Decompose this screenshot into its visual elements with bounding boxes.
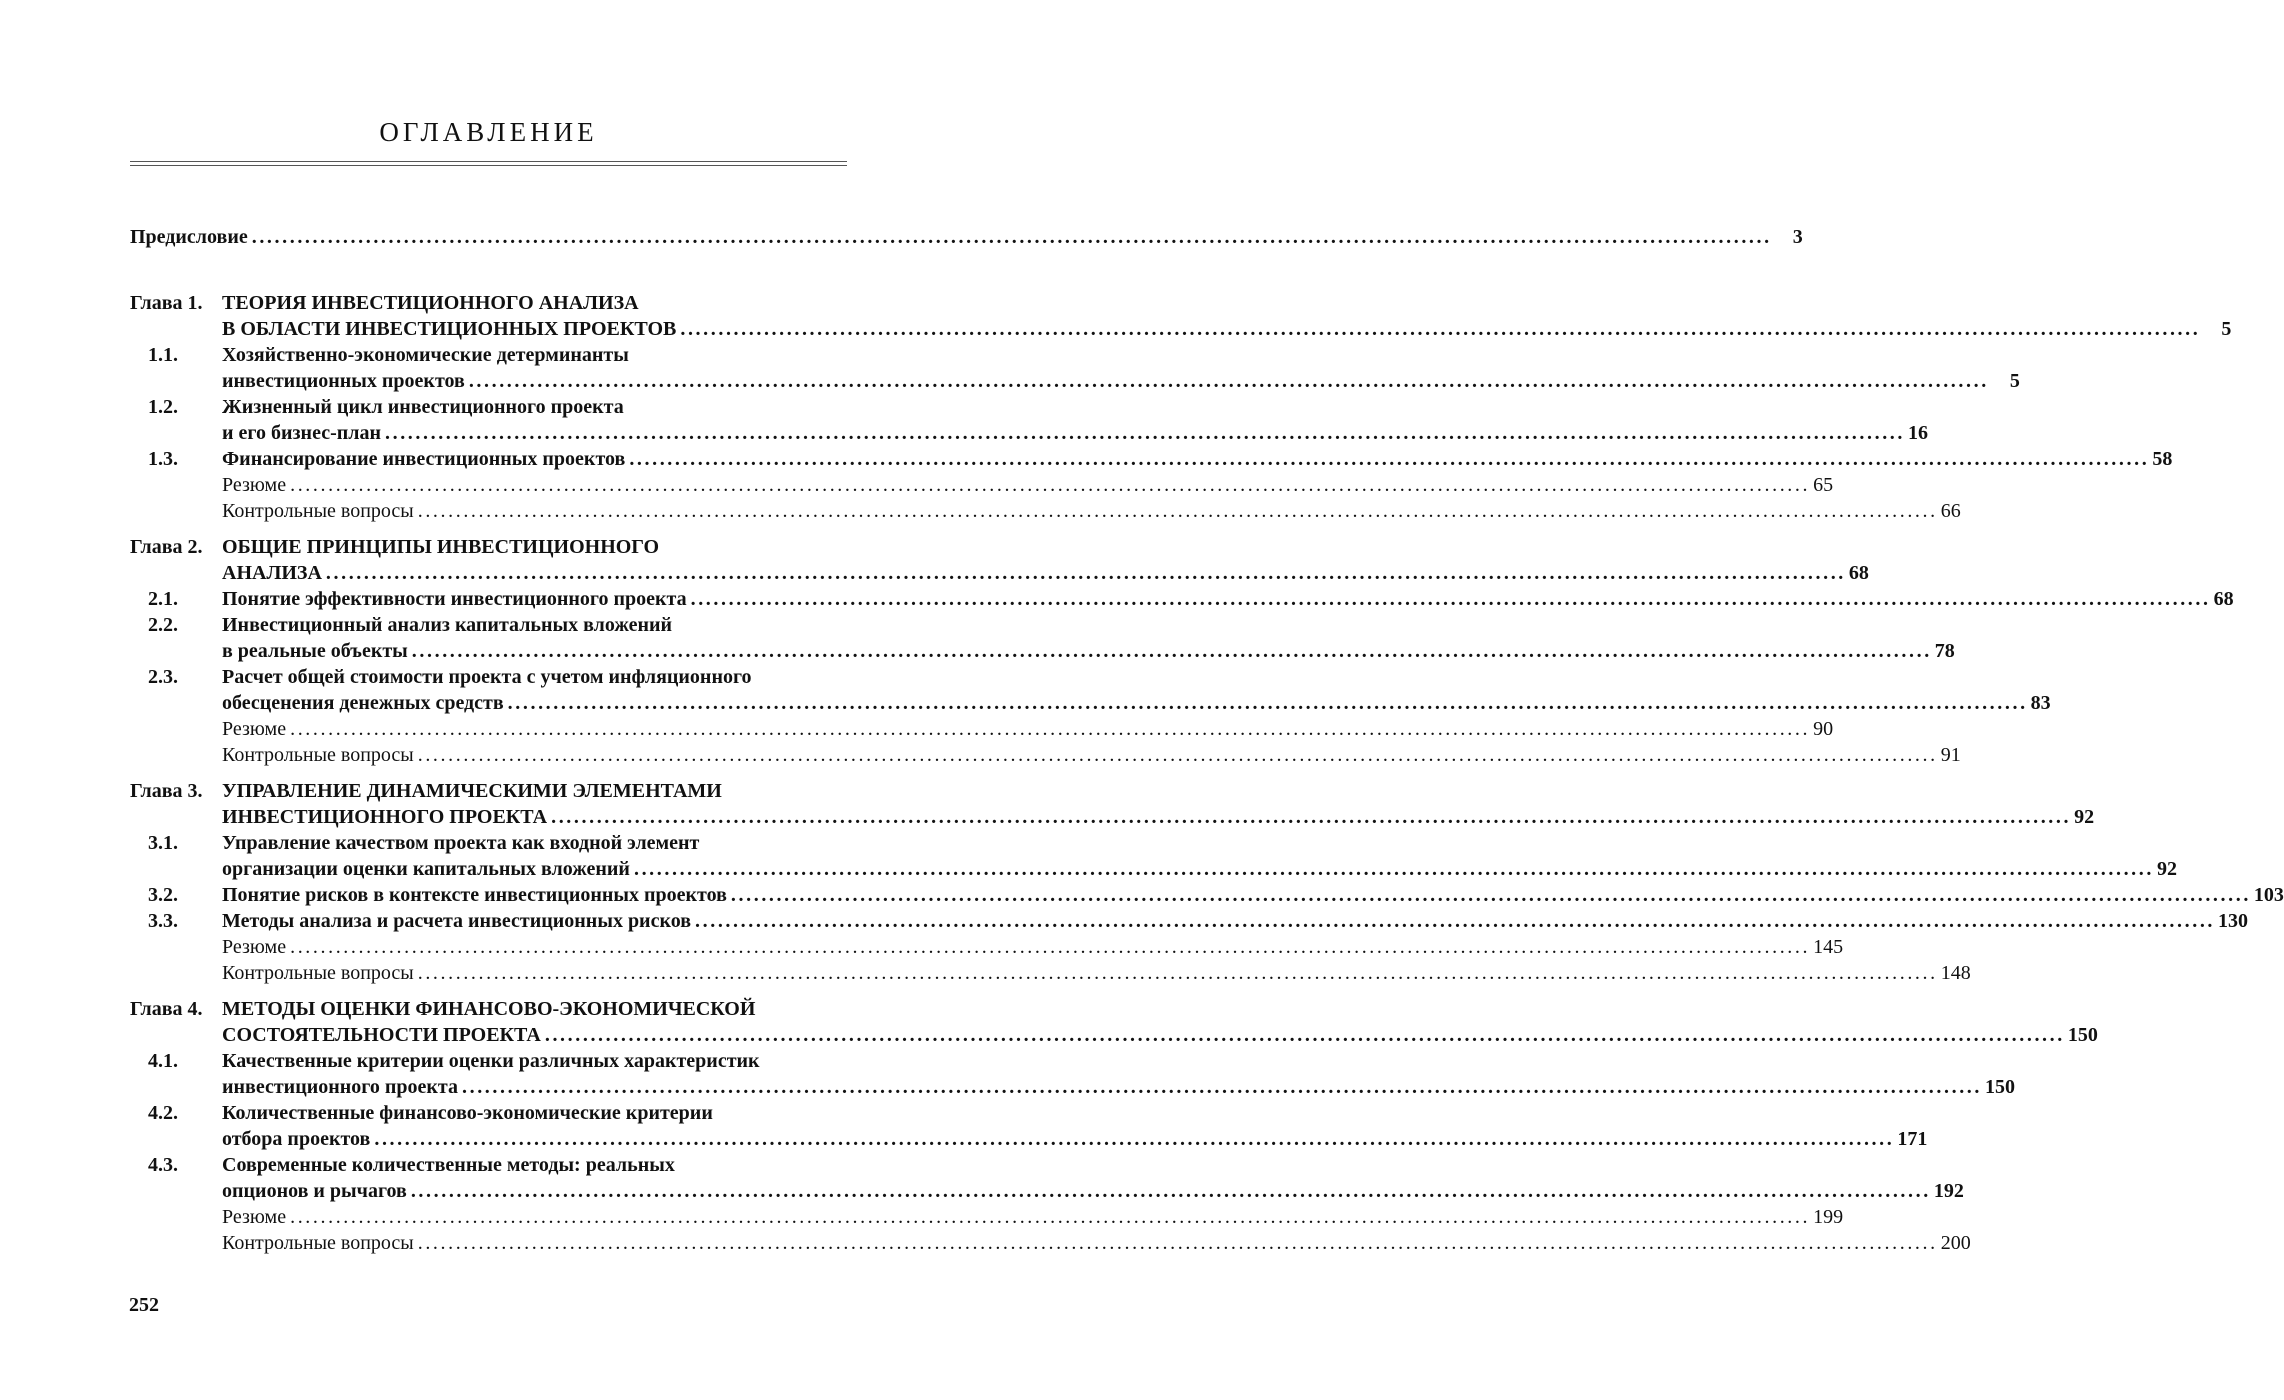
table-of-contents bbox=[130, 224, 2284, 1256]
section-entry bbox=[130, 664, 845, 690]
chapter-title-line: СОСТОЯТЕЛЬНОСТИ ПРОЕКТА bbox=[222, 1024, 541, 1046]
section-entry bbox=[130, 586, 2234, 612]
leader-dots: ........................................................................................................................................................................................................ bbox=[417, 744, 1938, 766]
page-number: 3 bbox=[1792, 226, 1803, 248]
summary-label: Резюме bbox=[222, 936, 287, 958]
leader-dots: ........................................................................................................................................................................................................ bbox=[374, 1128, 1895, 1150]
section-entry bbox=[130, 1126, 1928, 1152]
leader-dots: ........................................................................................................................................................................................................ bbox=[695, 910, 2216, 932]
page-number: 91 bbox=[1940, 744, 1961, 766]
questions-label: Контрольные вопросы bbox=[222, 1232, 414, 1254]
section-entry bbox=[130, 882, 2284, 908]
summary-entry bbox=[130, 472, 1834, 498]
chapter-heading bbox=[130, 804, 2095, 830]
page-number: 150 bbox=[2067, 1024, 2098, 1046]
toc-entry-preface bbox=[130, 224, 1803, 250]
questions-entry bbox=[130, 1230, 1971, 1256]
leader-dots: ........................................................................................................................................................................................................ bbox=[251, 226, 1772, 248]
chapter-label: Глава 3. bbox=[130, 780, 203, 802]
leader-dots: ........................................................................................................................................................................................................ bbox=[290, 1206, 1811, 1228]
chapter-heading bbox=[130, 316, 2232, 342]
section-entry bbox=[130, 446, 2173, 472]
page-number: 58 bbox=[2152, 448, 2173, 470]
section-number: 2.1. bbox=[148, 588, 178, 610]
section-title-line: Методы анализа и расчета инвестиционных рисков bbox=[222, 910, 692, 932]
page-number: 90 bbox=[1813, 718, 1834, 740]
leader-dots: ........................................................................................................................................................................................................ bbox=[544, 1024, 2065, 1046]
chapter-heading bbox=[130, 996, 845, 1022]
page-number: 68 bbox=[1848, 562, 1869, 584]
section-title-line: и его бизнес-план bbox=[222, 422, 381, 444]
page-number: 5 bbox=[2009, 370, 2020, 392]
section-entry bbox=[130, 638, 1955, 664]
section-number: 4.1. bbox=[148, 1050, 178, 1072]
page-number: 148 bbox=[1940, 962, 1971, 984]
section-number: 2.3. bbox=[148, 666, 178, 688]
leader-dots: ........................................................................................................................................................................................................ bbox=[462, 1076, 1982, 1098]
leader-dots: ........................................................................................................................................................................................................ bbox=[417, 1232, 1938, 1254]
chapter-title-line: В ОБЛАСТИ ИНВЕСТИЦИОННЫХ ПРОЕКТОВ bbox=[222, 318, 677, 340]
page-number: 199 bbox=[1813, 1206, 1844, 1228]
section-number: 1.3. bbox=[148, 448, 178, 470]
page-number: 103 bbox=[2253, 884, 2284, 906]
section-title-line: Хозяйственно-экономические детерминанты bbox=[222, 344, 629, 366]
leader-dots: ........................................................................................................................................................................................................ bbox=[633, 858, 2154, 880]
chapter-label: Глава 4. bbox=[130, 998, 203, 1020]
section-entry bbox=[130, 1178, 1964, 1204]
chapter-title-line: ОБЩИЕ ПРИНЦИПЫ ИНВЕСТИЦИОННОГО bbox=[222, 536, 660, 558]
entry-label: Предисловие bbox=[130, 226, 248, 248]
chapter-heading bbox=[130, 560, 1869, 586]
chapter-title-line: ИНВЕСТИЦИОННОГО ПРОЕКТА bbox=[222, 806, 548, 828]
section-title-line: Жизненный цикл инвестиционного проекта bbox=[222, 396, 624, 418]
summary-entry bbox=[130, 716, 1834, 742]
page-number: 78 bbox=[1934, 640, 1955, 662]
page-folio: 252 bbox=[129, 1294, 159, 1316]
section-entry bbox=[130, 420, 1928, 446]
section-title-line: Инвестиционный анализ капитальных вложений bbox=[222, 614, 673, 636]
section-entry bbox=[130, 394, 845, 420]
section-number: 1.1. bbox=[148, 344, 178, 366]
page-number: 68 bbox=[2213, 588, 2234, 610]
leader-dots: ........................................................................................................................................................................................................ bbox=[468, 370, 1989, 392]
questions-label: Контрольные вопросы bbox=[222, 962, 414, 984]
page-number: 150 bbox=[1985, 1076, 2015, 1098]
section-number: 2.2. bbox=[148, 614, 178, 636]
section-entry bbox=[130, 830, 845, 856]
section-title-line: организации оценки капитальных вложений bbox=[222, 858, 630, 880]
chapter-label: Глава 1. bbox=[130, 292, 203, 314]
page-number: 130 bbox=[2218, 910, 2249, 932]
summary-entry bbox=[130, 934, 1844, 960]
leader-dots: ........................................................................................................................................................................................................ bbox=[417, 500, 1938, 522]
section-title-line: Понятие эффективности инвестиционного проекта bbox=[222, 588, 687, 610]
section-title-line: отбора проектов bbox=[222, 1128, 371, 1150]
section-title-line: опционов и рычагов bbox=[222, 1180, 407, 1202]
section-number: 3.2. bbox=[148, 884, 178, 906]
title-rule-top bbox=[130, 161, 847, 162]
section-entry bbox=[130, 690, 2051, 716]
section-entry bbox=[130, 1152, 845, 1178]
page-number: 5 bbox=[2221, 318, 2232, 340]
section-title-line: Понятие рисков в контексте инвестиционных проектов bbox=[222, 884, 727, 906]
questions-entry bbox=[130, 498, 1961, 524]
section-title-line: в реальные объекты bbox=[222, 640, 408, 662]
chapter-heading bbox=[130, 1022, 2098, 1048]
title-rule-bottom bbox=[130, 165, 847, 166]
chapter-heading bbox=[130, 534, 845, 560]
chapter-title-line: УПРАВЛЕНИЕ ДИНАМИЧЕСКИМИ ЭЛЕМЕНТАМИ bbox=[222, 780, 722, 802]
section-title-line: Расчет общей стоимости проекта с учетом инфляционного bbox=[222, 666, 752, 688]
page-number: 83 bbox=[2030, 692, 2051, 714]
leader-dots: ........................................................................................................................................................................................................ bbox=[730, 884, 2251, 906]
section-title-line: Количественные финансово-экономические критерии bbox=[222, 1102, 713, 1124]
summary-label: Резюме bbox=[222, 1206, 287, 1228]
section-title-line: обесценения денежных средств bbox=[222, 692, 504, 714]
section-title-line: инвестиционного проекта bbox=[222, 1076, 458, 1098]
leader-dots: ........................................................................................................................................................................................................ bbox=[385, 422, 1905, 444]
chapter-title-line: МЕТОДЫ ОЦЕНКИ ФИНАНСОВО-ЭКОНОМИЧЕСКОЙ bbox=[222, 998, 756, 1020]
questions-entry bbox=[130, 960, 1971, 986]
section-entry bbox=[130, 1074, 2015, 1100]
section-number: 3.1. bbox=[148, 832, 178, 854]
section-entry bbox=[130, 612, 845, 638]
leader-dots: ........................................................................................................................................................................................................ bbox=[410, 1180, 1931, 1202]
section-entry bbox=[130, 1100, 845, 1126]
leader-dots: ........................................................................................................................................................................................................ bbox=[325, 562, 1846, 584]
page-number: 92 bbox=[2156, 858, 2177, 880]
leader-dots: ........................................................................................................................................................................................................ bbox=[629, 448, 2150, 470]
questions-entry bbox=[130, 742, 1961, 768]
leader-dots: ........................................................................................................................................................................................................ bbox=[290, 718, 1811, 740]
chapter-label: Глава 2. bbox=[130, 536, 203, 558]
section-entry bbox=[130, 368, 2020, 394]
chapter-heading bbox=[130, 290, 845, 316]
section-entry bbox=[130, 1048, 845, 1074]
page-number: 145 bbox=[1813, 936, 1844, 958]
page-number: 16 bbox=[1908, 422, 1928, 444]
page-number: 192 bbox=[1933, 1180, 1964, 1202]
leader-dots: ........................................................................................................................................................................................................ bbox=[290, 936, 1811, 958]
toc-title: ОГЛАВЛЕНИЕ bbox=[379, 117, 598, 147]
leader-dots: ........................................................................................................................................................................................................ bbox=[411, 640, 1932, 662]
section-title-line: Финансирование инвестиционных проектов bbox=[222, 448, 626, 470]
section-entry bbox=[130, 856, 2177, 882]
leader-dots: ........................................................................................................................................................................................................ bbox=[507, 692, 2028, 714]
chapter-heading bbox=[130, 778, 845, 804]
section-title-line: инвестиционных проектов bbox=[222, 370, 465, 392]
section-number: 4.3. bbox=[148, 1154, 178, 1176]
page-number: 66 bbox=[1940, 500, 1961, 522]
questions-label: Контрольные вопросы bbox=[222, 500, 414, 522]
questions-label: Контрольные вопросы bbox=[222, 744, 414, 766]
chapter-title-line: АНАЛИЗА bbox=[222, 562, 322, 584]
leader-dots: ........................................................................................................................................................................................................ bbox=[417, 962, 1938, 984]
leader-dots: ........................................................................................................................................................................................................ bbox=[680, 318, 2201, 340]
page-number: 65 bbox=[1813, 474, 1834, 496]
page-number: 200 bbox=[1940, 1232, 1971, 1254]
section-number: 1.2. bbox=[148, 396, 178, 418]
section-title-line: Управление качеством проекта как входной элемент bbox=[222, 832, 700, 854]
summary-entry bbox=[130, 1204, 1844, 1230]
leader-dots: ........................................................................................................................................................................................................ bbox=[690, 588, 2211, 610]
page-number: 92 bbox=[2074, 806, 2095, 828]
section-entry bbox=[130, 908, 2249, 934]
leader-dots: ........................................................................................................................................................................................................ bbox=[290, 474, 1811, 496]
page-number: 171 bbox=[1897, 1128, 1928, 1150]
section-title-line: Современные количественные методы: реальных bbox=[222, 1154, 675, 1176]
summary-label: Резюме bbox=[222, 718, 287, 740]
chapter-title-line: ТЕОРИЯ ИНВЕСТИЦИОННОГО АНАЛИЗА bbox=[222, 292, 639, 314]
section-number: 3.3. bbox=[148, 910, 178, 932]
section-title-line: Качественные критерии оценки различных характеристик bbox=[222, 1050, 760, 1072]
leader-dots: ........................................................................................................................................................................................................ bbox=[551, 806, 2072, 828]
section-entry bbox=[130, 342, 845, 368]
summary-label: Резюме bbox=[222, 474, 287, 496]
section-number: 4.2. bbox=[148, 1102, 178, 1124]
